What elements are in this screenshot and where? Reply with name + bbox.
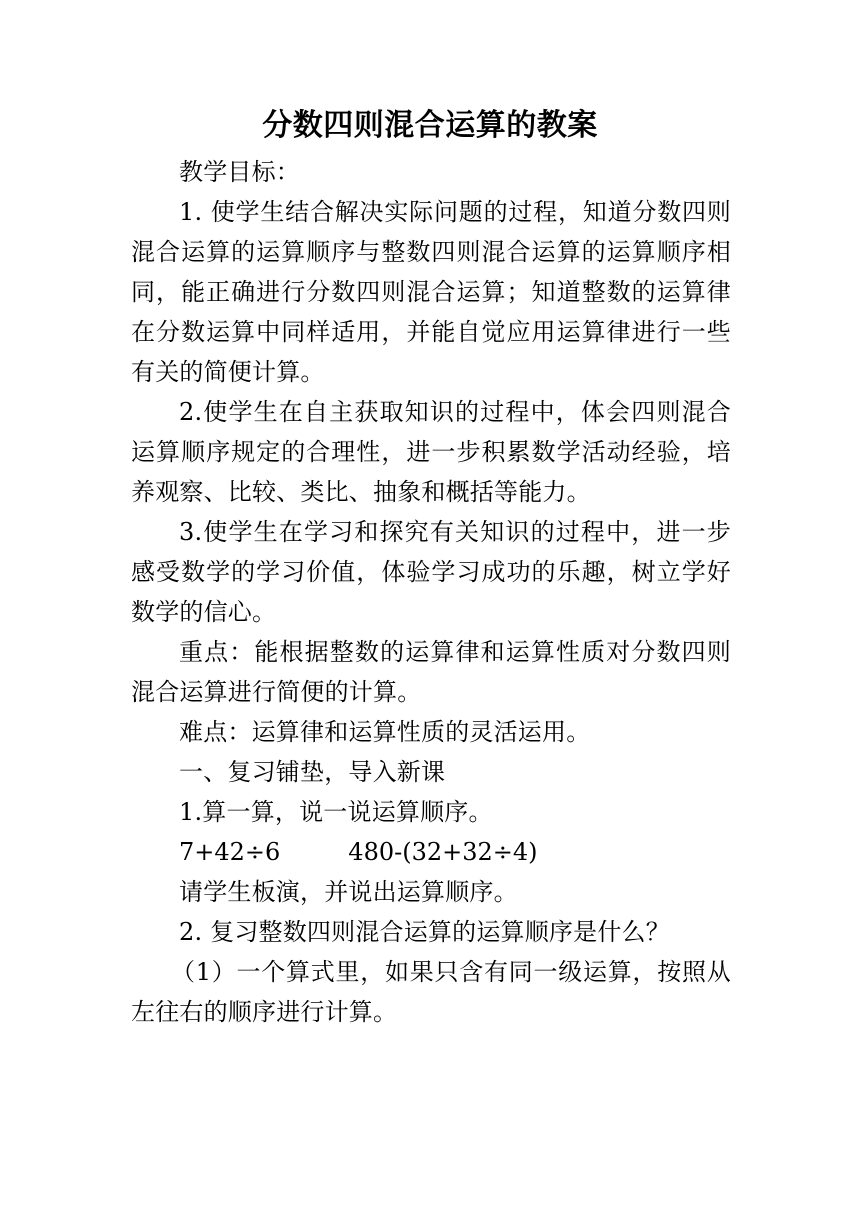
formula-2: 480-(32+32÷4) xyxy=(348,838,538,866)
review-question: 2. 复习整数四则混合运算的运算顺序是什么？ xyxy=(179,918,670,946)
section-heading-objectives: 教学目标： xyxy=(179,158,300,186)
key-point: 重点：能根据整数的运算律和运算性质对分数四则混合运算进行简便的计算。 xyxy=(131,638,731,706)
difficult-point: 难点：运算律和运算性质的灵活运用。 xyxy=(179,718,591,746)
formula-row xyxy=(131,832,731,872)
document-body xyxy=(131,152,731,1032)
formula-1: 7+42÷6 xyxy=(179,838,281,866)
rule-1: （1）一个算式里，如果只含有同一级运算，按照从左往右的顺序进行计算。 xyxy=(131,958,731,1026)
objective-2: 2.使学生在自主获取知识的过程中，体会四则混合运算顺序规定的合理性，进一步积累数学活动经验，培养观察、比较、类比、抽象和概括等能力。 xyxy=(131,398,731,506)
objective-3: 3.使学生在学习和探究有关知识的过程中，进一步感受数学的学习价值，体验学习成功的乐趣，树立学好数学的信心。 xyxy=(131,518,731,626)
document-title: 分数四则混合运算的教案 xyxy=(262,108,598,143)
objective-1: 1. 使学生结合解决实际问题的过程，知道分数四则混合运算的运算顺序与整数四则混合运算的运算顺序相同，能正确进行分数四则混合运算；知道整数的运算律在分数运算中同样适用，并能自觉应用运算律进行一些有关的简便计算。 xyxy=(131,198,731,386)
exercise-instruction: 1.算一算，说一说运算顺序。 xyxy=(179,798,493,826)
board-demo-instruction: 请学生板演，并说出运算顺序。 xyxy=(179,878,518,906)
section-heading-review: 一、复习铺垫，导入新课 xyxy=(179,758,446,786)
